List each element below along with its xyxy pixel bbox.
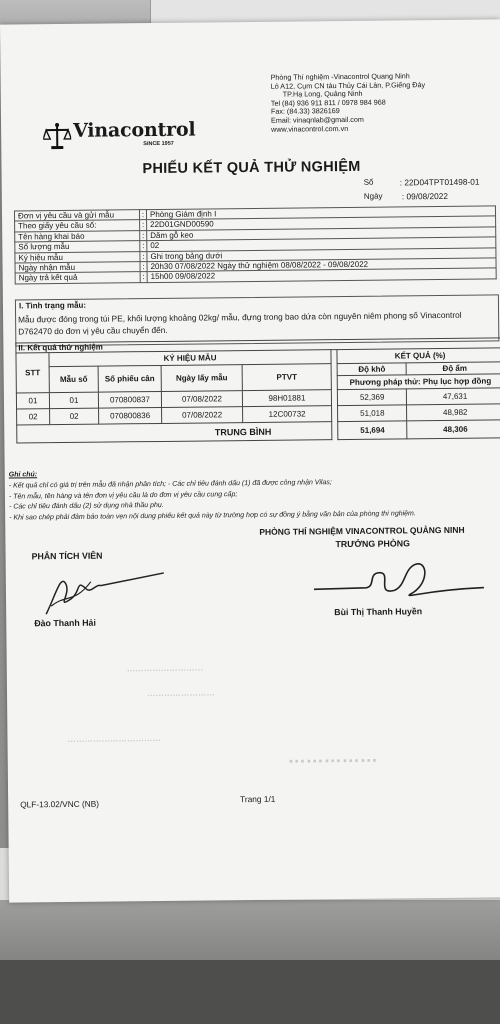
cell-stt: 02 bbox=[17, 409, 50, 425]
contact-line: TP.Hạ Long, Quảng Ninh bbox=[282, 89, 363, 99]
info-value: Phòng Giám định I bbox=[146, 206, 495, 220]
report-date-label: Ngày bbox=[363, 191, 383, 201]
average-row bbox=[17, 420, 500, 443]
note-line: - Các chỉ tiêu đánh dấu (2) sử dụng nhà thầu phụ. bbox=[9, 502, 164, 511]
bleed-through-text: ……………………… …………………… …………………………… …………… bbox=[67, 662, 378, 767]
col-do-kho: Độ khô bbox=[337, 363, 406, 376]
col-do-am: Độ ẩm bbox=[406, 362, 500, 375]
average-do-kho: 51,694 bbox=[338, 421, 407, 440]
colon: : bbox=[140, 262, 147, 272]
cell-ngay: 07/08/2022 bbox=[161, 391, 242, 408]
report-number-value: : 22D04TPT01498-01 bbox=[399, 176, 480, 188]
test-method: Phương pháp thử: Phụ lục hợp đồng bbox=[337, 374, 500, 390]
note-line: - Kết quả chỉ có giá trị trên mẫu đã nhận phân tích; - Các chỉ tiêu đánh dấu (1) đã được công nhận Vilas; bbox=[8, 478, 332, 490]
col-sample-group: KÝ HIỆU MẪU bbox=[49, 350, 331, 367]
brand-name: Vinacontrol bbox=[73, 118, 196, 142]
cell-so-phieu: 070800837 bbox=[98, 391, 161, 408]
cell-mau-so: 01 bbox=[49, 392, 98, 409]
page-number: Trang 1/1 bbox=[240, 793, 276, 805]
analyst-signature bbox=[36, 563, 177, 624]
document-title: PHIẾU KẾT QUẢ THỬ NGHIỆM bbox=[142, 158, 361, 178]
brand-since: SINCE 1957 bbox=[143, 140, 174, 148]
colon: : bbox=[140, 230, 147, 240]
info-label: Ngày trả kết quả bbox=[15, 272, 140, 284]
info-value: Ghi trong bảng dưới bbox=[147, 248, 496, 262]
cell-ptvt: 98H01881 bbox=[242, 390, 331, 407]
note-line: - Tên mẫu, tên hàng và tên đơn vị yêu cầu là do đơn vị yêu cầu cung cấp; bbox=[8, 490, 238, 501]
cell-stt: 01 bbox=[16, 393, 49, 409]
lab-contact-block bbox=[271, 72, 426, 134]
notes-heading: Ghi chú: bbox=[8, 471, 38, 479]
vinacontrol-logo bbox=[41, 118, 196, 155]
colon: : bbox=[140, 272, 147, 282]
cell-do-am: 48,982 bbox=[407, 404, 500, 421]
report-date-value: : 09/08/2022 bbox=[401, 190, 449, 202]
col-result-group: KẾT QUẢ (%) bbox=[337, 348, 500, 364]
analyst-title: PHÂN TÍCH VIÊN bbox=[31, 550, 103, 562]
info-label: Đơn vị yêu cầu và gửi mẫu bbox=[14, 210, 139, 222]
note-line: - Khi sao chép phải đảm bảo toàn vẹn nội dung phiếu kết quả này từ trường hợp có sự đồng ý bằng văn bản của phòng thí nghiệm. bbox=[9, 510, 416, 522]
col-ngay-lay-mau: Ngày lấy mẫu bbox=[161, 365, 242, 392]
lab-name: PHÒNG THÍ NGHIỆM VINACONTROL QUẢNG NINH bbox=[259, 524, 465, 537]
info-label: Ký hiệu mẫu bbox=[15, 251, 140, 263]
col-so-phieu-can: Số phiếu cân bbox=[98, 365, 161, 392]
head-name: Bùi Thị Thanh Huyền bbox=[334, 606, 423, 618]
info-value: 22D01GND00590 bbox=[147, 216, 496, 230]
scales-logo-icon bbox=[43, 122, 71, 150]
head-signature bbox=[306, 550, 487, 612]
cell-do-am: 47,631 bbox=[407, 388, 500, 405]
cell-so-phieu: 070800836 bbox=[99, 407, 162, 424]
colon: : bbox=[139, 210, 146, 220]
info-value: 20h30 07/08/2022 Ngày thử nghiệm 08/08/2022 - 09/08/2022 bbox=[147, 258, 496, 272]
cell-do-kho: 51,018 bbox=[338, 405, 407, 422]
results-table bbox=[15, 337, 500, 443]
info-label: Ngày nhận mẫu bbox=[15, 262, 140, 274]
average-label: TRUNG BÌNH bbox=[17, 422, 332, 443]
cell-ngay: 07/08/2022 bbox=[162, 407, 243, 424]
analyst-name: Đào Thanh Hải bbox=[34, 617, 96, 629]
info-label: Theo giấy yêu cầu số: bbox=[15, 220, 140, 232]
report-number-label: Số bbox=[363, 177, 374, 187]
condition-heading: I. Tình trạng mẫu: bbox=[18, 300, 87, 311]
contact-line: Email: vinaqnlab@gmail.com bbox=[270, 114, 364, 125]
contact-line: Tel (84) 936 911 811 / 0978 984 968 bbox=[270, 97, 386, 108]
cell-mau-so: 02 bbox=[50, 408, 99, 425]
info-label: Tên hàng khai báo bbox=[15, 230, 140, 242]
colon: : bbox=[140, 220, 147, 230]
info-value: 15h00 09/08/2022 bbox=[147, 268, 496, 282]
condition-text: Mẫu được đóng trong túi PE, khối lượng khoảng 02kg/ mẫu, đựng trong bao dứa còn nguyên niêm phong số Vinacontrol D762470 do đơn vị yêu cầu chuyển đến. bbox=[18, 309, 462, 336]
results-heading: II. Kết quả thử nghiệm bbox=[16, 338, 500, 353]
sample-info-table bbox=[14, 205, 497, 284]
test-result-document bbox=[0, 19, 500, 902]
contact-line: Phòng Thí nghiệm -Vinacontrol Quang Ninh bbox=[270, 71, 410, 82]
col-mau-so: Mẫu số bbox=[49, 366, 98, 393]
form-code: QLF-13.02/VNC (NB) bbox=[20, 798, 100, 810]
colon: : bbox=[140, 251, 147, 261]
average-do-am: 48,306 bbox=[407, 420, 500, 439]
colon: : bbox=[140, 241, 147, 251]
cell-ptvt: 12C00732 bbox=[243, 406, 332, 423]
info-label: Số lượng mẫu bbox=[15, 241, 140, 253]
info-value: 02 bbox=[147, 237, 496, 251]
background-desk bbox=[0, 960, 500, 1024]
col-ptvt: PTVT bbox=[242, 364, 331, 391]
contact-line: www.vinacontrol.com.vn bbox=[271, 123, 349, 134]
notes-section bbox=[9, 466, 416, 524]
contact-line: Lô A12, Cụm CN tàu Thủy Cái Lân, P.Giếng Đáy bbox=[270, 79, 426, 91]
contact-line: Fax: (84.33) 3826169 bbox=[270, 106, 340, 117]
cell-do-kho: 52,369 bbox=[338, 389, 407, 406]
lab-head-title: TRƯỞNG PHÒNG bbox=[335, 538, 410, 550]
info-value: Dăm gỗ keo bbox=[147, 227, 496, 241]
col-stt: STT bbox=[16, 353, 49, 393]
